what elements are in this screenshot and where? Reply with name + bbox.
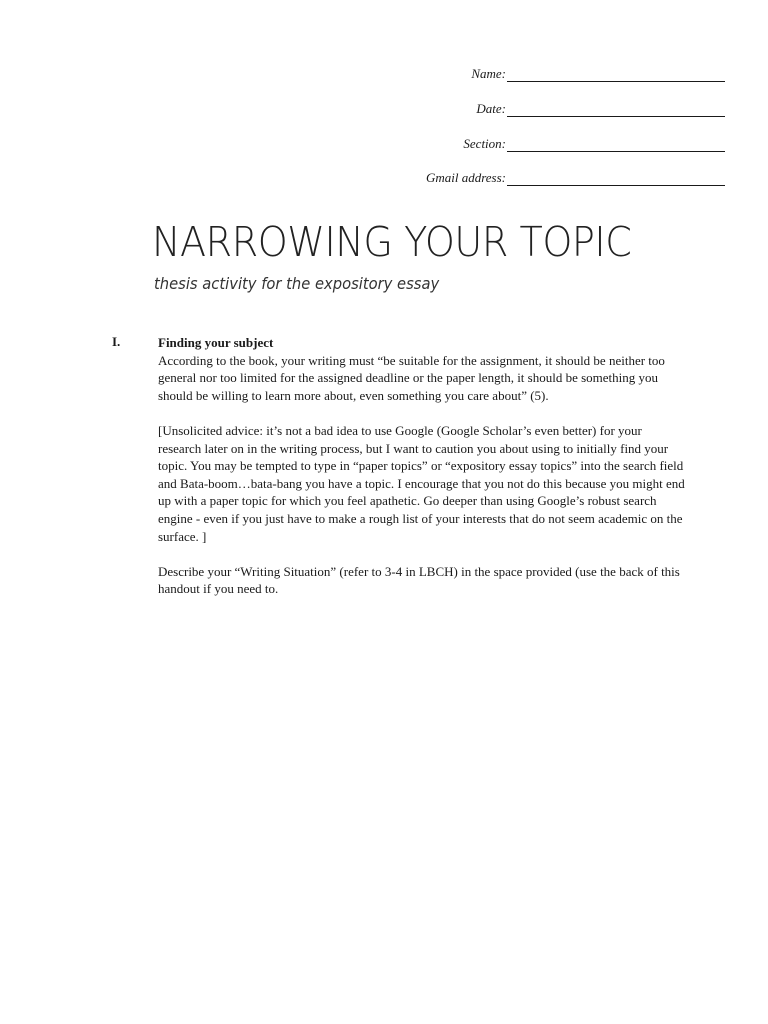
date-line — [507, 102, 725, 117]
gmail-field — [426, 170, 725, 186]
section-heading: Finding your subject — [158, 335, 274, 350]
section-line — [507, 137, 725, 152]
gmail-line — [507, 171, 725, 186]
date-field — [476, 101, 725, 117]
paragraph-advice: [Unsolicited advice: it’s not a bad idea to use Google (Google Scholar’s even better) for your research later on in the writing process, but I want to caution you about using to initially find your topic. You may be tempted to type in “paper topics” or “expository essay topics” into the search field and Bata-boom…bata-bang you have a topic. I encourage that you not do this because you might end up with a paper topic for which you feel apathetic. Go deeper than using Google’s robust search engine - even if you just have to make a rough list of your interests that do not seem academic on the surface. ] — [158, 422, 685, 544]
gmail-label: Gmail address: — [425, 170, 506, 185]
date-label: Date: — [476, 101, 506, 116]
paragraph-quote: According to the book, your writing must “be suitable for the assignment, it should be neither too general nor too limited for the assigned deadline or the paper length, it should be something you should be willing to learn more about, even something you care about” (5). — [158, 352, 665, 403]
name-field — [471, 66, 725, 82]
document-title: NARROWING YOUR TOPIC — [152, 218, 632, 266]
section-field — [463, 136, 725, 152]
section-label: Section: — [463, 136, 506, 151]
name-label: Name: — [471, 66, 506, 81]
paragraph-instructions: Describe your “Writing Situation” (refer to 3-4 in LBCH) in the space provided (use the back of this handout if you need to. — [158, 563, 680, 597]
section-number: I. — [112, 334, 121, 349]
document-subtitle: thesis activity for the expository essay — [154, 274, 440, 293]
name-line — [507, 67, 725, 82]
section-body — [158, 334, 688, 616]
